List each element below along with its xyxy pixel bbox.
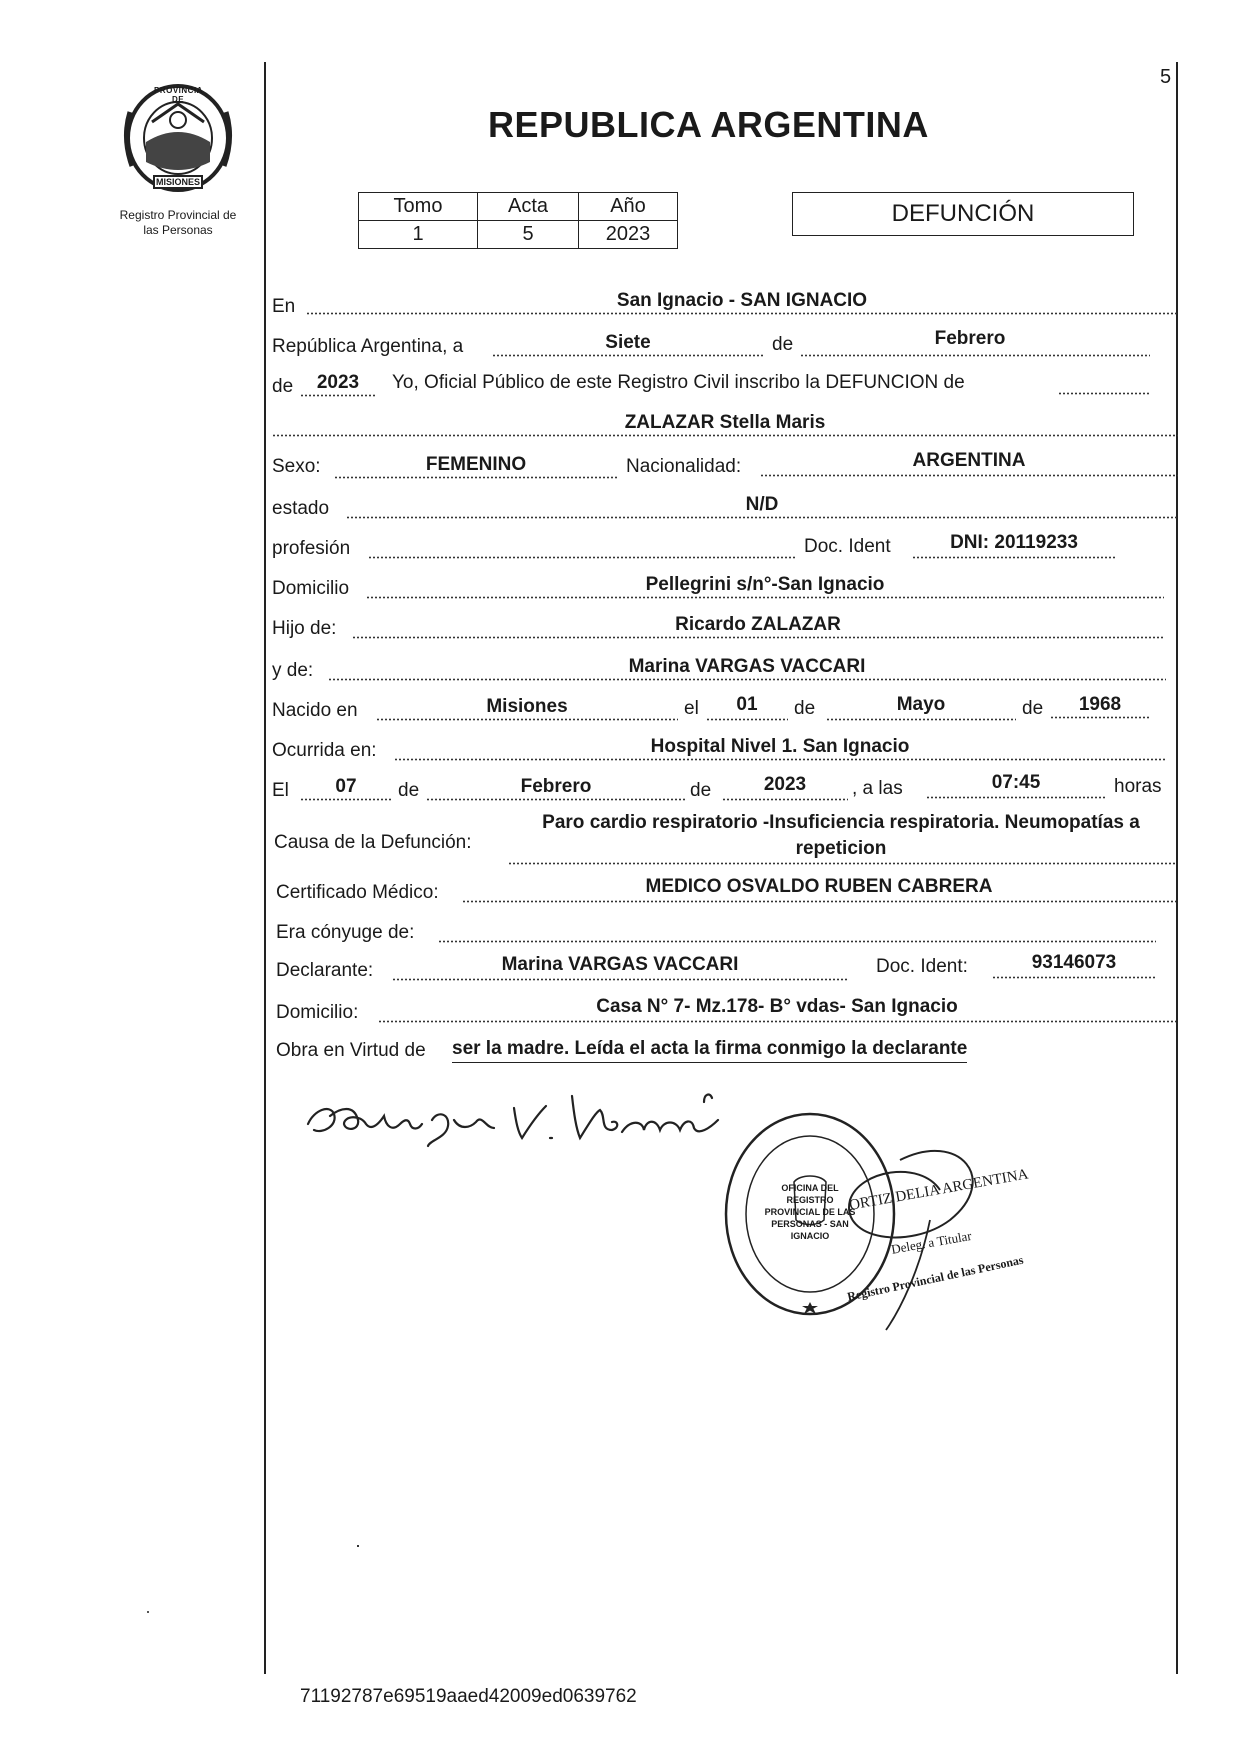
de-label: de xyxy=(772,334,794,355)
acta-header: Acta xyxy=(478,193,579,221)
mes-dotted-line xyxy=(800,354,1150,357)
oficial-text: Yo, Oficial Público de este Registro Civil inscribo la DEFUNCION de xyxy=(392,372,965,393)
el-defuncion-label: El xyxy=(272,780,289,801)
doc-ident-dotted-line xyxy=(912,556,1116,559)
speck-2 xyxy=(147,1611,149,1613)
horas-label: horas xyxy=(1114,776,1162,797)
document-hash: 71192787e69519aaed42009ed0639762 xyxy=(300,1686,637,1707)
yde-value: Marina VARGAS VACCARI xyxy=(628,656,866,677)
tomo-value: 1 xyxy=(359,221,478,249)
def-mes-value: Febrero xyxy=(520,776,592,797)
doc-ident-value: DNI: 20119233 xyxy=(950,532,1078,553)
nacido-dotted-line xyxy=(376,718,678,721)
record-table xyxy=(358,192,678,249)
causa-dotted-line xyxy=(508,862,1176,865)
left-margin-line xyxy=(264,62,266,1674)
def-anio-dotted-line xyxy=(722,798,848,801)
nacido-label: Nacido en xyxy=(272,700,358,721)
sexo-dotted-line xyxy=(334,476,618,479)
anio-value: 2023 xyxy=(579,221,678,249)
nac-dia-value: 01 xyxy=(736,694,758,715)
hijo-label: Hijo de: xyxy=(272,618,337,639)
def-mes-dotted-line xyxy=(426,798,686,801)
page-number: 5 xyxy=(1160,66,1172,88)
logo-caption-line-1: Registro Provincial de xyxy=(119,208,237,222)
domicilio-declarante-dotted-line xyxy=(378,1020,1176,1023)
official-role: Deleg. a Titular xyxy=(890,1227,973,1257)
record-table-header-row xyxy=(359,193,678,221)
yde-dotted-line xyxy=(328,678,1166,681)
nombre-value: ZALAZAR Stella Maris xyxy=(624,412,826,433)
nac-mes-value: Mayo xyxy=(896,694,946,715)
def-dia-value: 07 xyxy=(335,776,357,797)
nombre-dotted-line xyxy=(272,434,1178,437)
conyuge-label: Era cónyuge de: xyxy=(276,922,415,943)
el-label: el xyxy=(684,698,699,719)
en-label: En xyxy=(272,296,296,317)
domicilio-label: Domicilio xyxy=(272,578,350,599)
nac-anio-dotted-line xyxy=(1050,716,1150,719)
ocurrida-label: Ocurrida en: xyxy=(272,740,377,761)
certificado-value: MEDICO OSVALDO RUBEN CABRERA xyxy=(645,876,993,897)
def-dia-dotted-line xyxy=(300,798,392,801)
document-type-box: DEFUNCIÓN xyxy=(792,192,1134,236)
logo-seal-text-bottom: MISIONES xyxy=(155,177,200,187)
province-logo xyxy=(118,82,238,194)
page-title: REPUBLICA ARGENTINA xyxy=(488,104,929,145)
obra-value: ser la madre. Leída el acta la firma conmigo la declarante xyxy=(452,1038,967,1063)
logo-seal-text-top: PROVINCIA DE xyxy=(154,86,203,104)
record-table-value-row xyxy=(359,221,678,249)
ocurrida-value: Hospital Nivel 1. San Ignacio xyxy=(650,736,910,757)
causa-value-line-2: repeticion xyxy=(795,838,887,859)
domicilio-value: Pellegrini s/n°-San Ignacio xyxy=(645,574,885,595)
certificado-label: Certificado Médico: xyxy=(276,882,439,903)
de-nac-anio-label: de xyxy=(1022,698,1044,719)
logo-caption xyxy=(98,208,258,238)
dia-value: Siete xyxy=(605,332,651,353)
anio-header: Año xyxy=(579,193,678,221)
domicilio-declarante-value: Casa N° 7- Mz.178- B° vdas- San Ignacio xyxy=(596,996,958,1017)
domicilio-declarante-label: Domicilio: xyxy=(276,1002,359,1023)
doc-ident-label: Doc. Ident xyxy=(804,536,891,557)
declarante-label: Declarante: xyxy=(276,960,374,981)
yde-label: y de: xyxy=(272,660,314,681)
conyuge-dotted-line xyxy=(438,940,1156,943)
nacido-value: Misiones xyxy=(486,696,568,717)
ocurrida-dotted-line xyxy=(394,758,1166,761)
sexo-label: Sexo: xyxy=(272,456,321,477)
oficial-dotted-line xyxy=(1058,392,1150,395)
nac-anio-value: 1968 xyxy=(1078,694,1122,715)
estado-dotted-line xyxy=(346,516,1178,519)
nac-mes-dotted-line xyxy=(826,718,1016,721)
de-year-label: de xyxy=(272,376,294,397)
mes-value: Febrero xyxy=(934,328,1006,349)
tomo-header: Tomo xyxy=(359,193,478,221)
nacionalidad-value: ARGENTINA xyxy=(912,450,1026,471)
acta-value: 5 xyxy=(478,221,579,249)
estado-label: estado xyxy=(272,498,330,519)
stamp-ring-text: OFICINA DEL REGISTRO PROVINCIAL DE LAS PERSONAS - SAN IGNACIO xyxy=(764,1183,856,1241)
def-anio-value: 2023 xyxy=(763,774,807,795)
de-def-mes-label: de xyxy=(398,780,420,801)
hijo-dotted-line xyxy=(352,636,1164,639)
doc-ident-declarante-value: 93146073 xyxy=(1031,952,1117,973)
anio-dotted-line xyxy=(300,394,376,397)
official-org: Registro Provincial de las Personas xyxy=(846,1252,1025,1304)
estado-value: N/D xyxy=(745,494,779,515)
dia-dotted-line xyxy=(492,354,764,357)
anio-value: 2023 xyxy=(316,372,360,393)
declarant-signature-icon xyxy=(300,1080,760,1170)
def-hora-value: 07:45 xyxy=(991,772,1041,793)
de-nac-mes-label: de xyxy=(794,698,816,719)
en-value: San Ignacio - SAN IGNACIO xyxy=(616,290,868,311)
logo-caption-line-2: las Personas xyxy=(143,223,213,237)
domicilio-dotted-line xyxy=(366,596,1164,599)
nacionalidad-label: Nacionalidad: xyxy=(626,456,742,477)
causa-value-line-1: Paro cardio respiratorio -Insuficiencia respiratoria. Neumopatías a xyxy=(542,812,1140,833)
certificado-dotted-line xyxy=(462,900,1176,903)
declarante-value: Marina VARGAS VACCARI xyxy=(501,954,739,975)
nac-dia-dotted-line xyxy=(706,718,788,721)
hijo-value: Ricardo ZALAZAR xyxy=(675,614,841,635)
causa-label: Causa de la Defunción: xyxy=(274,832,472,853)
republica-label: República Argentina, a xyxy=(272,336,464,357)
sexo-value: FEMENINO xyxy=(425,454,527,475)
speck-1 xyxy=(357,1545,359,1547)
obra-label: Obra en Virtud de xyxy=(276,1040,426,1061)
a-las-label: , a las xyxy=(852,778,903,799)
declarante-dotted-line xyxy=(392,978,848,981)
profesion-dotted-line xyxy=(368,556,796,559)
de-def-anio-label: de xyxy=(690,780,712,801)
en-dotted-line xyxy=(306,312,1178,315)
profesion-label: profesión xyxy=(272,538,351,559)
official-name: ORTIZ DELIA ARGENTINA xyxy=(848,1166,1030,1214)
doc-ident-declarante-dotted-line xyxy=(992,976,1156,979)
doc-ident-declarante-label: Doc. Ident: xyxy=(876,956,968,977)
def-hora-dotted-line xyxy=(926,796,1106,799)
nacionalidad-dotted-line xyxy=(760,474,1178,477)
